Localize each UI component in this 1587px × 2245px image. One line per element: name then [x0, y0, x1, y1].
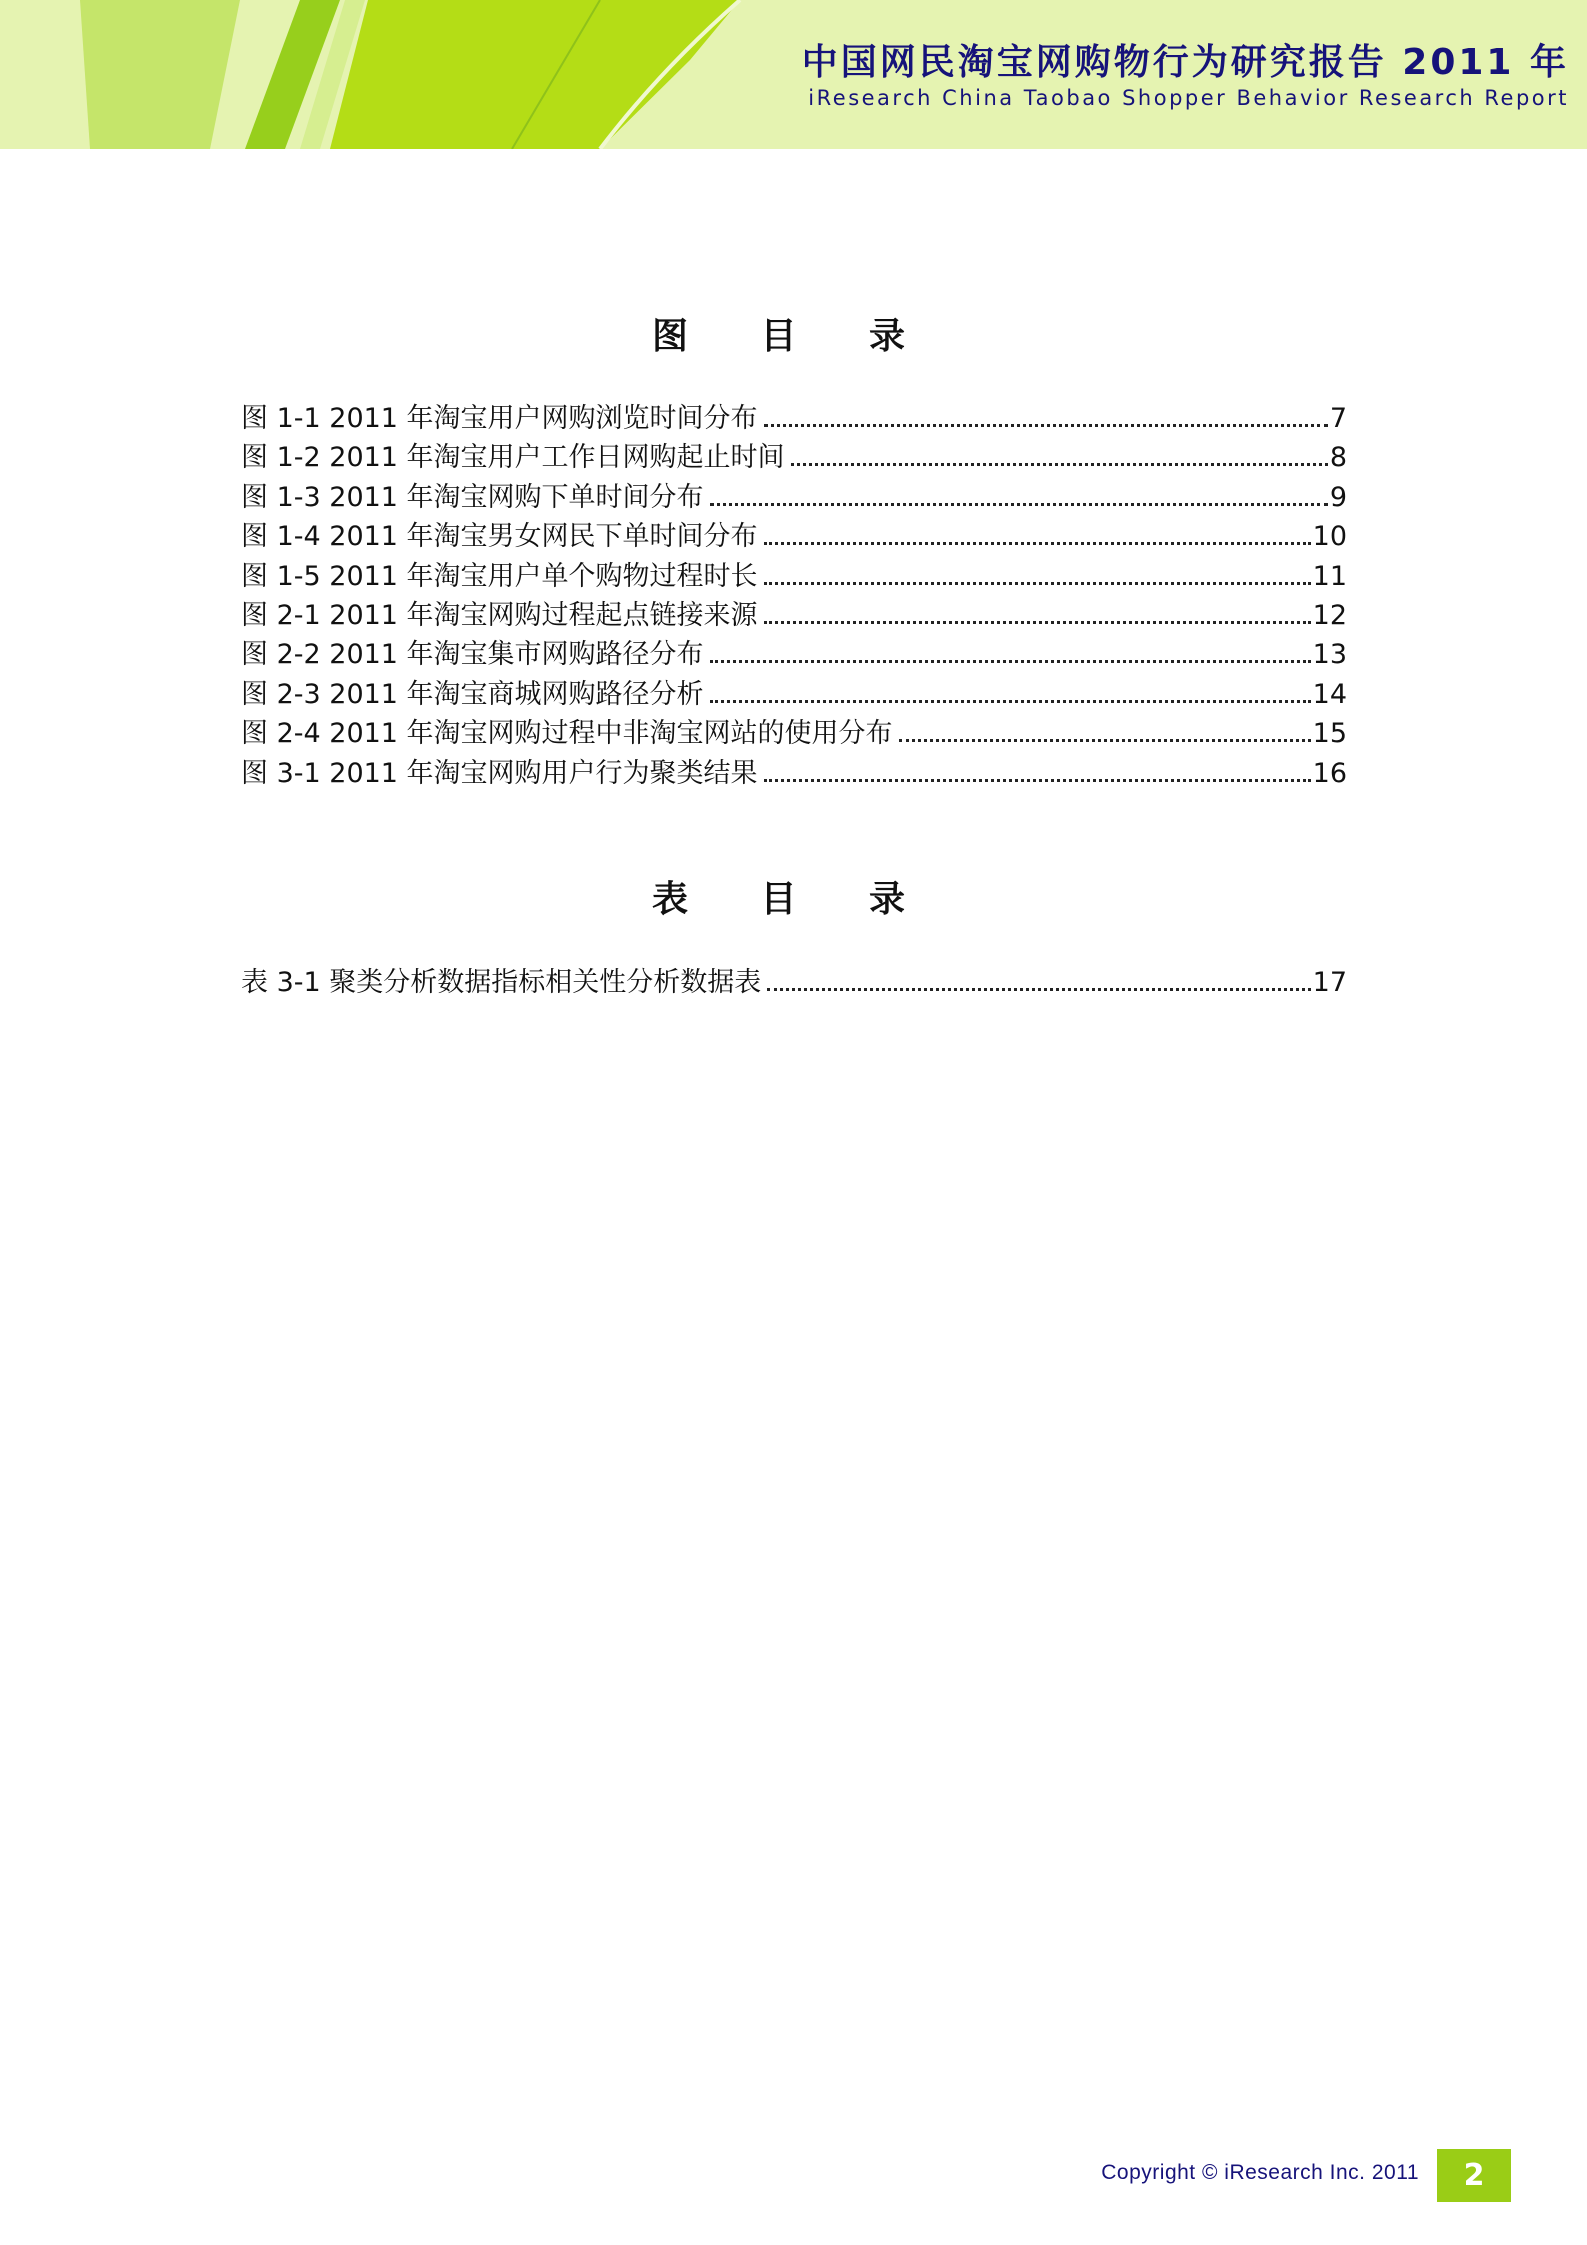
toc-leader-dots [899, 738, 1311, 742]
toc-entry-label: 图 1-4 2011 年淘宝男女网民下单时间分布 [241, 521, 758, 553]
toc-leader-dots [764, 778, 1311, 782]
figure-list-title: 图 目 录 [651, 316, 936, 357]
toc-entry-page: 9 [1329, 481, 1347, 513]
toc-leader-dots [764, 423, 1328, 427]
toc-entry[interactable] [241, 475, 1347, 514]
toc-entry-label: 图 1-1 2011 年淘宝用户网购浏览时间分布 [241, 403, 758, 434]
toc-leader-dots [710, 502, 1328, 506]
toc-entry-label: 图 1-3 2011 年淘宝网购下单时间分布 [241, 481, 704, 513]
table-list [241, 960, 1347, 999]
page-header [0, 0, 1587, 149]
toc-leader-dots [764, 541, 1311, 545]
toc-entry-label: 图 2-2 2011 年淘宝集市网购路径分布 [241, 639, 704, 671]
toc-entry-page: 11 [1312, 560, 1347, 592]
toc-entry-page: 14 [1312, 678, 1347, 710]
toc-entry-page: 8 [1329, 442, 1347, 474]
toc-leader-dots [764, 581, 1311, 585]
toc-entry[interactable] [241, 632, 1347, 671]
toc-entry-label: 图 3-1 2011 年淘宝网购用户行为聚类结果 [241, 757, 758, 789]
copyright-text: Copyright © iResearch Inc. 2011 [1101, 2161, 1419, 2184]
toc-entry[interactable] [241, 593, 1347, 632]
report-title: 中国网民淘宝网购物行为研究报告 2011 年 [801, 42, 1569, 83]
toc-entry[interactable] [241, 960, 1347, 999]
toc-leader-dots [764, 620, 1311, 624]
toc-entry[interactable] [241, 751, 1347, 790]
table-list-title: 表 目 录 [651, 879, 936, 920]
toc-entry-label: 图 1-5 2011 年淘宝用户单个购物过程时长 [241, 560, 758, 592]
toc-entry-label: 图 2-1 2011 年淘宝网购过程起点链接来源 [241, 599, 758, 631]
page-number: 2 [1437, 2149, 1511, 2202]
toc-leader-dots [710, 659, 1311, 663]
toc-entry-label: 表 3-1 聚类分析数据指标相关性分析数据表 [241, 967, 762, 998]
toc-entry-page: 12 [1312, 599, 1347, 631]
toc-entry-page: 15 [1312, 718, 1347, 750]
report-subtitle: iResearch China Taobao Shopper Behavior Research Report [808, 86, 1569, 110]
toc-entry-page: 16 [1312, 757, 1347, 789]
toc-entry-label: 图 2-3 2011 年淘宝商城网购路径分析 [241, 678, 704, 710]
toc-entry[interactable] [241, 672, 1347, 711]
figure-list [241, 396, 1347, 790]
toc-leader-dots [791, 462, 1328, 466]
toc-entry-page: 7 [1329, 403, 1347, 434]
toc-entry-label: 图 1-2 2011 年淘宝用户工作日网购起止时间 [241, 442, 785, 474]
toc-entry[interactable] [241, 711, 1347, 750]
toc-leader-dots [767, 987, 1310, 991]
toc-entry-page: 10 [1312, 521, 1347, 553]
toc-entry[interactable] [241, 435, 1347, 474]
toc-entry-page: 13 [1312, 639, 1347, 671]
toc-entry-label: 图 2-4 2011 年淘宝网购过程中非淘宝网站的使用分布 [241, 718, 893, 750]
toc-entry[interactable] [241, 396, 1347, 435]
toc-leader-dots [710, 699, 1311, 703]
toc-entry[interactable] [241, 554, 1347, 593]
toc-entry-page: 17 [1312, 967, 1347, 998]
toc-entry[interactable] [241, 514, 1347, 553]
